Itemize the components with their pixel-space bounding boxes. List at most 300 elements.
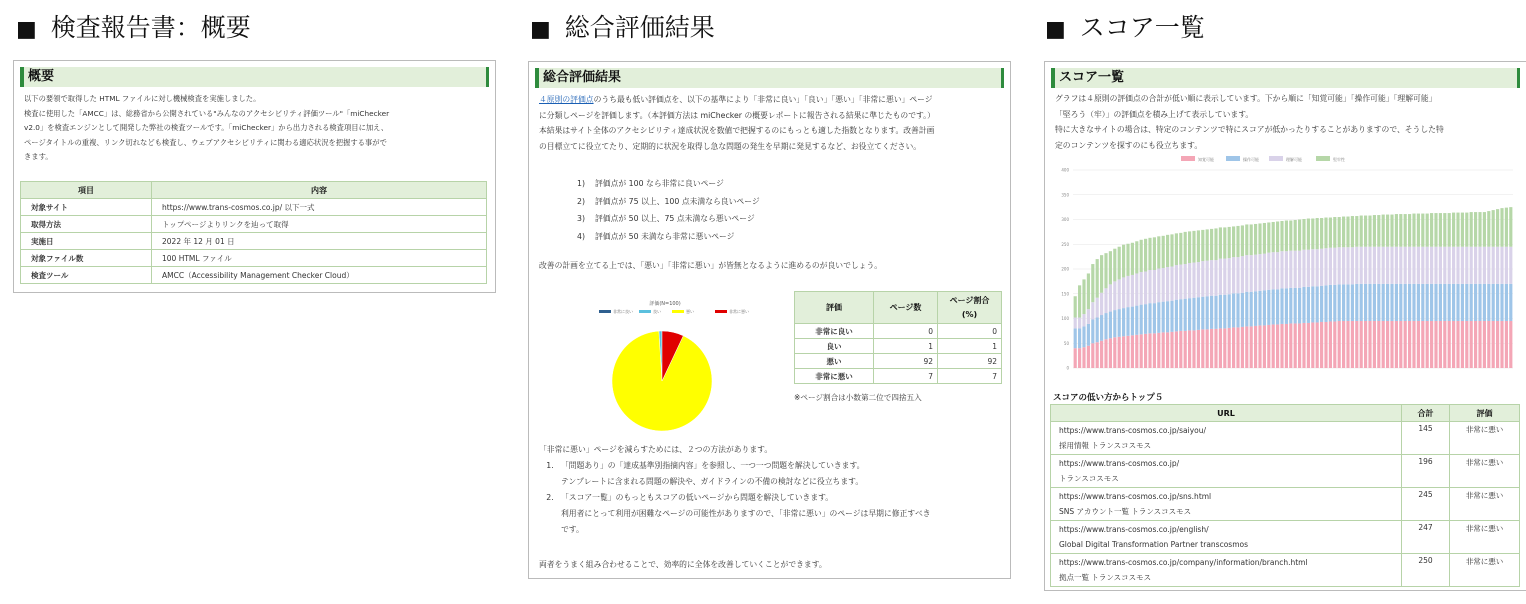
bar-segment xyxy=(1074,296,1077,317)
section-heading-scores: ■ スコア一覧 xyxy=(1045,13,1205,42)
bar-segment xyxy=(1342,247,1345,284)
y-tick-label: 300 xyxy=(1061,217,1069,222)
bar-segment xyxy=(1184,299,1187,331)
table-header: 評価 xyxy=(795,292,874,324)
bar-segment xyxy=(1333,248,1336,285)
bar-segment xyxy=(1311,219,1314,250)
bar-segment xyxy=(1443,321,1446,368)
bar-segment xyxy=(1307,250,1310,287)
square-bullet-icon: ■ xyxy=(16,17,37,42)
bar-segment xyxy=(1175,300,1178,332)
bar-segment xyxy=(1162,332,1165,368)
table-row: 取得方法 トップページよりリンクを辿って取得 xyxy=(21,216,487,233)
bar-segment xyxy=(1452,321,1455,368)
bar-segment xyxy=(1188,298,1191,330)
bar-segment xyxy=(1267,290,1270,325)
table-header: 内容 xyxy=(152,182,487,199)
table-header: 評価 xyxy=(1450,405,1520,422)
bar-segment xyxy=(1298,251,1301,288)
bar-segment xyxy=(1364,247,1367,284)
evaluation-panel xyxy=(528,61,1011,579)
legend-swatch xyxy=(639,310,651,313)
bar-segment xyxy=(1157,269,1160,303)
bar-segment xyxy=(1280,221,1283,251)
bar-segment xyxy=(1223,328,1226,368)
bar-segment xyxy=(1219,295,1222,329)
bar-segment xyxy=(1496,209,1499,247)
bar-segment xyxy=(1329,218,1332,248)
bar-segment xyxy=(1294,220,1297,251)
bar-segment xyxy=(1421,284,1424,321)
bar-segment xyxy=(1338,247,1341,284)
bar-segment xyxy=(1245,255,1248,292)
bar-segment xyxy=(1214,260,1217,296)
bar-segment xyxy=(1360,284,1363,321)
bar-segment xyxy=(1135,273,1138,305)
table-row: 良い 1 1 xyxy=(795,339,1002,354)
bar-segment xyxy=(1505,208,1508,247)
url-link[interactable]: https://www.trans-cosmos.co.jp/ xyxy=(1059,459,1180,468)
methods-section: 「非常に悪い」ページを減らすためには、２つの方法があります。 1. 「問題あり」の「達成基準別指摘内容」を参照し、一つ一つ問題を解決していきます。 テンプレートに含まれる問題の解決や、ガイドラインの不備の検討などに役立ちます。 2. 「スコア一覧」のもっともスコアの低いページから問題を解決していきます。 利用者にとって利用が困難なページの可能性がありますので、「非常に悪い」のページは早期に修正すべき です。 xyxy=(539,442,1001,538)
bar-segment xyxy=(1426,214,1429,247)
bar-segment xyxy=(1404,247,1407,284)
bar-segment xyxy=(1448,213,1451,247)
table-row: 実施日 2022 年 12 月 01 日 xyxy=(21,233,487,250)
bar-segment xyxy=(1148,303,1151,333)
bar-segment xyxy=(1509,321,1512,368)
bar-segment xyxy=(1461,247,1464,284)
bar-segment xyxy=(1351,216,1354,247)
legend-swatch xyxy=(1226,156,1240,161)
bar-segment xyxy=(1285,251,1288,288)
bar-segment xyxy=(1214,296,1217,329)
bar-segment xyxy=(1505,284,1508,321)
bar-segment xyxy=(1082,326,1085,347)
bar-segment xyxy=(1197,330,1200,368)
url-link[interactable]: https://www.trans-cosmos.co.jp/english/ xyxy=(1059,525,1209,534)
bar-segment xyxy=(1426,284,1429,321)
bar-segment xyxy=(1113,337,1116,368)
bar-segment xyxy=(1408,247,1411,284)
bar-segment xyxy=(1417,284,1420,321)
bar-segment xyxy=(1276,324,1279,368)
bar-segment xyxy=(1302,219,1305,250)
bar-segment xyxy=(1197,297,1200,330)
bar-segment xyxy=(1487,247,1490,284)
legend-label: 理解可能 xyxy=(1286,157,1302,162)
bar-segment xyxy=(1351,321,1354,368)
bar-segment xyxy=(1206,261,1209,297)
bar-segment xyxy=(1316,249,1319,286)
bar-segment xyxy=(1461,213,1464,247)
bar-segment xyxy=(1364,216,1367,247)
bar-segment xyxy=(1342,217,1345,248)
bar-segment xyxy=(1496,321,1499,368)
table-row: 検査ツール AMCC（Accessibility Management Checker Cloud） xyxy=(21,267,487,284)
bar-segment xyxy=(1395,247,1398,284)
bar-segment xyxy=(1091,302,1094,319)
list-item: 3) 評価点が 50 以上、75 点未満なら悪いページ xyxy=(577,214,755,223)
bar-segment xyxy=(1166,332,1169,368)
bar-segment xyxy=(1368,321,1371,368)
bar-segment xyxy=(1474,284,1477,321)
bar-segment xyxy=(1399,214,1402,247)
url-link[interactable]: https://www.trans-cosmos.co.jp/company/information/branch.html xyxy=(1059,558,1308,567)
bar-segment xyxy=(1439,284,1442,321)
bar-segment xyxy=(1170,332,1173,368)
table-header: ページ割合(%) xyxy=(938,292,1002,324)
bar-segment xyxy=(1078,348,1081,368)
bar-segment xyxy=(1346,247,1349,284)
table-row: 対象ファイル数 100 HTML ファイル xyxy=(21,250,487,267)
bar-segment xyxy=(1448,284,1451,321)
bar-segment xyxy=(1263,254,1266,291)
bar-segment xyxy=(1082,314,1085,326)
bar-segment xyxy=(1263,290,1266,325)
bar-segment xyxy=(1456,213,1459,247)
bar-segment xyxy=(1250,292,1253,327)
bar-segment xyxy=(1456,247,1459,284)
bar-segment xyxy=(1153,303,1156,333)
rating-table xyxy=(794,291,1002,384)
bar-segment xyxy=(1294,251,1297,288)
bar-segment xyxy=(1386,247,1389,284)
bar-segment xyxy=(1113,281,1116,310)
bar-segment xyxy=(1166,301,1169,332)
bar-segment xyxy=(1153,333,1156,368)
bar-segment xyxy=(1087,309,1090,324)
bar-segment xyxy=(1302,287,1305,323)
bar-segment xyxy=(1408,321,1411,368)
bar-segment xyxy=(1109,251,1112,284)
bar-segment xyxy=(1500,208,1503,247)
bar-segment xyxy=(1430,213,1433,247)
bar-segment xyxy=(1443,284,1446,321)
bar-segment xyxy=(1430,247,1433,284)
list-item: 1) 評価点が 100 なら非常に良いページ xyxy=(577,179,724,188)
bar-segment xyxy=(1170,267,1173,301)
bar-segment xyxy=(1505,321,1508,368)
bar-segment xyxy=(1254,224,1257,255)
bar-segment xyxy=(1144,304,1147,334)
bar-segment xyxy=(1109,284,1112,311)
bar-segment xyxy=(1382,247,1385,284)
bar-segment xyxy=(1267,222,1270,252)
bar-segment xyxy=(1192,298,1195,331)
bar-segment xyxy=(1382,284,1385,321)
bar-segment xyxy=(1307,323,1310,368)
bar-segment xyxy=(1316,322,1319,368)
bar-segment xyxy=(1179,233,1182,265)
bar-segment xyxy=(1448,321,1451,368)
bar-segment xyxy=(1074,348,1077,368)
legend-label: 非常に悪い xyxy=(729,309,749,314)
bar-segment xyxy=(1443,213,1446,247)
bar-segment xyxy=(1307,287,1310,323)
legend-label: 知覚可能 xyxy=(1198,157,1214,162)
bar-segment xyxy=(1223,295,1226,329)
rating-table-note: ※ページ割合は小数第二位で四捨五入 xyxy=(794,393,922,402)
bar-segment xyxy=(1434,213,1437,247)
bar-segment xyxy=(1078,318,1081,329)
bar-segment xyxy=(1368,247,1371,284)
bar-segment xyxy=(1192,330,1195,368)
bar-segment xyxy=(1452,213,1455,247)
bar-segment xyxy=(1386,321,1389,368)
bar-segment xyxy=(1338,321,1341,368)
scores-description: グラフは４原則の評価点の合計が低い順に表示しています。下から順に「知覚可能」「操作可能」「理解可能」 「堅ろう（牢）」の評価点を積み上げて表示しています。 特に大きなサイトの場合は、特定のコンテンツで特にスコアが低かったりすることがありますので、そうした特 定のコンテンツを探すのにも役立ちます。 xyxy=(1055,94,1444,150)
bar-segment xyxy=(1126,276,1129,307)
bar-segment xyxy=(1157,236,1160,268)
bar-segment xyxy=(1465,247,1468,284)
bar-segment xyxy=(1465,213,1468,247)
criteria-list xyxy=(577,175,760,245)
bar-segment xyxy=(1421,247,1424,284)
bar-segment xyxy=(1245,292,1248,327)
legend-label: 操作可能 xyxy=(1243,157,1259,162)
plan-text: 改善の計画を立てる上では、「悪い」「非常に悪い」が皆無となるように進めるのが良いでしょう。 xyxy=(539,261,883,270)
bar-segment xyxy=(1320,322,1323,368)
bar-segment xyxy=(1285,288,1288,324)
bar-segment xyxy=(1258,254,1261,291)
bar-segment xyxy=(1478,247,1481,284)
bar-segment xyxy=(1483,284,1486,321)
y-tick-label: 400 xyxy=(1061,167,1069,173)
bar-segment xyxy=(1096,259,1099,298)
bar-segment xyxy=(1465,284,1468,321)
bar-segment xyxy=(1148,238,1151,270)
section-heading-evaluation: ■ 総合評価結果 xyxy=(530,13,715,42)
bar-segment xyxy=(1456,321,1459,368)
bar-segment xyxy=(1500,284,1503,321)
bar-segment xyxy=(1320,218,1323,249)
bar-segment xyxy=(1382,321,1385,368)
four-principles-link[interactable]: ４原則の評価点 xyxy=(539,95,594,104)
bar-segment xyxy=(1188,330,1191,368)
bar-segment xyxy=(1452,247,1455,284)
bar-segment xyxy=(1232,226,1235,257)
table-row: https://www.trans-cosmos.co.jp/sns.html SNS アカウント一覧 トランスコスモス 245 非常に悪い xyxy=(1051,488,1520,521)
bar-segment xyxy=(1412,214,1415,247)
bar-segment xyxy=(1404,284,1407,321)
bar-segment xyxy=(1219,328,1222,368)
bar-segment xyxy=(1399,284,1402,321)
bar-segment xyxy=(1118,247,1121,280)
legend-swatch xyxy=(1316,156,1330,161)
bar-segment xyxy=(1368,216,1371,247)
bar-segment xyxy=(1505,247,1508,284)
bar-segment xyxy=(1126,336,1129,368)
square-bullet-icon: ■ xyxy=(1045,17,1066,42)
bar-segment xyxy=(1254,326,1257,368)
bar-segment xyxy=(1390,321,1393,368)
bar-segment xyxy=(1324,285,1327,322)
bar-segment xyxy=(1267,325,1270,368)
bar-segment xyxy=(1412,284,1415,321)
bar-segment xyxy=(1456,284,1459,321)
bar-segment xyxy=(1254,291,1257,326)
overview-title: 概要 xyxy=(20,67,489,87)
bar-segment xyxy=(1135,241,1138,273)
bar-segment xyxy=(1338,217,1341,247)
bar-segment xyxy=(1175,265,1178,300)
bar-segment xyxy=(1478,321,1481,368)
bar-segment xyxy=(1140,240,1143,272)
bar-segment xyxy=(1439,213,1442,247)
bar-segment xyxy=(1426,321,1429,368)
bar-segment xyxy=(1122,308,1125,336)
bar-segment xyxy=(1148,270,1151,303)
bar-segment xyxy=(1206,329,1209,368)
bar-segment xyxy=(1144,334,1147,368)
list-item: 2) 評価点が 75 以上、100 点未満なら良いページ xyxy=(577,196,760,206)
bar-segment xyxy=(1399,247,1402,284)
bar-segment xyxy=(1153,237,1156,270)
bar-segment xyxy=(1096,298,1099,318)
rating-pie-chart xyxy=(577,296,757,441)
top5-table xyxy=(1050,404,1520,587)
bar-segment xyxy=(1228,294,1231,328)
bar-segment xyxy=(1382,215,1385,247)
bar-segment xyxy=(1298,323,1301,368)
section-heading-overview: ■ 検査報告書：概要 xyxy=(16,13,251,42)
evaluation-intro: ４原則の評価点のうち最も低い評価点を、以下の基準により「非常に良い」「良い」「悪い」「非常に悪い」ページ に分類しページを評価します。（本評価方法は miChecker の概要レポートに報告される結果に準じたものです。） 本結果はサイト全体のアクセシビリティ達成状況を数値で把握するのにもっとも適した指数となります。改善計画 の目標立てに役立てたり、定期的に状況を取得し急な問題の発生を早期に発見するなど、お役立てください。 xyxy=(539,95,935,151)
y-tick-label: 200 xyxy=(1061,266,1069,272)
bar-segment xyxy=(1258,325,1261,368)
score-stacked-bar-chart xyxy=(1051,156,1521,378)
evaluation-title: 総合評価結果 xyxy=(535,68,1004,88)
bar-segment xyxy=(1157,333,1160,368)
bar-segment xyxy=(1219,259,1222,295)
bar-segment xyxy=(1404,321,1407,368)
bar-segment xyxy=(1364,321,1367,368)
url-link[interactable]: https://www.trans-cosmos.co.jp/saiyou/ xyxy=(1059,426,1207,435)
bar-segment xyxy=(1430,321,1433,368)
legend-swatch xyxy=(672,310,684,313)
bar-segment xyxy=(1210,229,1213,260)
bar-segment xyxy=(1500,321,1503,368)
bar-segment xyxy=(1492,321,1495,368)
bar-segment xyxy=(1192,263,1195,298)
bar-segment xyxy=(1091,343,1094,368)
bar-segment xyxy=(1338,284,1341,321)
table-row: https://www.trans-cosmos.co.jp/ トランスコスモス 196 非常に悪い xyxy=(1051,455,1520,488)
bar-segment xyxy=(1126,244,1129,276)
bar-segment xyxy=(1452,284,1455,321)
bar-segment xyxy=(1153,270,1156,303)
bar-segment xyxy=(1342,321,1345,368)
bar-segment xyxy=(1232,257,1235,293)
bar-segment xyxy=(1245,326,1248,368)
top5-title: スコアの低い方からトップ５ xyxy=(1053,393,1164,403)
bar-segment xyxy=(1096,342,1099,368)
bar-segment xyxy=(1122,245,1125,278)
bar-segment xyxy=(1395,214,1398,247)
bar-segment xyxy=(1236,293,1239,327)
bar-segment xyxy=(1377,247,1380,284)
bar-segment xyxy=(1298,288,1301,324)
overview-table xyxy=(20,181,487,284)
bar-segment xyxy=(1087,273,1090,309)
bar-segment xyxy=(1470,321,1473,368)
bar-segment xyxy=(1197,262,1200,297)
url-link[interactable]: https://www.trans-cosmos.co.jp/sns.html xyxy=(1059,492,1212,501)
bar-segment xyxy=(1104,313,1107,339)
bar-segment xyxy=(1091,319,1094,343)
bar-segment xyxy=(1478,212,1481,247)
bar-segment xyxy=(1294,323,1297,368)
bar-segment xyxy=(1188,231,1191,263)
y-tick-label: 150 xyxy=(1061,291,1069,297)
bar-segment xyxy=(1298,220,1301,251)
bar-segment xyxy=(1201,297,1204,330)
y-tick-label: 0 xyxy=(1066,365,1069,371)
bar-segment xyxy=(1487,284,1490,321)
bar-segment xyxy=(1074,318,1077,329)
bar-segment xyxy=(1170,234,1173,266)
bar-segment xyxy=(1333,285,1336,322)
bar-segment xyxy=(1311,286,1314,322)
bar-segment xyxy=(1390,215,1393,247)
bar-segment xyxy=(1329,285,1332,322)
bar-segment xyxy=(1122,336,1125,368)
bar-segment xyxy=(1368,284,1371,321)
bar-segment xyxy=(1241,293,1244,327)
bar-segment xyxy=(1412,247,1415,284)
bar-segment xyxy=(1175,331,1178,368)
legend-label: 良い xyxy=(653,309,661,314)
bar-segment xyxy=(1087,324,1090,346)
bar-segment xyxy=(1206,296,1209,329)
square-bullet-icon: ■ xyxy=(530,17,551,42)
bar-segment xyxy=(1210,260,1213,296)
bar-segment xyxy=(1324,218,1327,249)
bar-segment xyxy=(1492,284,1495,321)
bar-segment xyxy=(1144,239,1147,272)
bar-segment xyxy=(1377,215,1380,247)
bar-segment xyxy=(1087,346,1090,368)
bar-segment xyxy=(1175,233,1178,265)
bar-segment xyxy=(1162,268,1165,302)
bar-segment xyxy=(1179,299,1182,331)
bar-segment xyxy=(1109,312,1112,339)
bar-segment xyxy=(1232,327,1235,368)
bar-segment xyxy=(1351,284,1354,321)
bar-segment xyxy=(1118,309,1121,337)
bar-segment xyxy=(1333,217,1336,248)
bar-segment xyxy=(1496,247,1499,284)
legend-swatch xyxy=(599,310,611,313)
bar-segment xyxy=(1474,212,1477,247)
bar-segment xyxy=(1509,247,1512,284)
bar-segment xyxy=(1118,279,1121,309)
bar-segment xyxy=(1223,259,1226,295)
bar-segment xyxy=(1474,321,1477,368)
bar-segment xyxy=(1412,321,1415,368)
bar-segment xyxy=(1461,284,1464,321)
y-tick-label: 250 xyxy=(1061,241,1069,247)
bar-segment xyxy=(1214,228,1217,260)
bar-segment xyxy=(1104,288,1107,313)
bar-segment xyxy=(1122,277,1125,308)
bar-segment xyxy=(1470,247,1473,284)
bar-segment xyxy=(1417,247,1420,284)
legend-swatch xyxy=(1269,156,1283,161)
bar-segment xyxy=(1360,216,1363,247)
bar-segment xyxy=(1276,289,1279,324)
bar-segment xyxy=(1342,284,1345,321)
bar-segment xyxy=(1311,249,1314,286)
